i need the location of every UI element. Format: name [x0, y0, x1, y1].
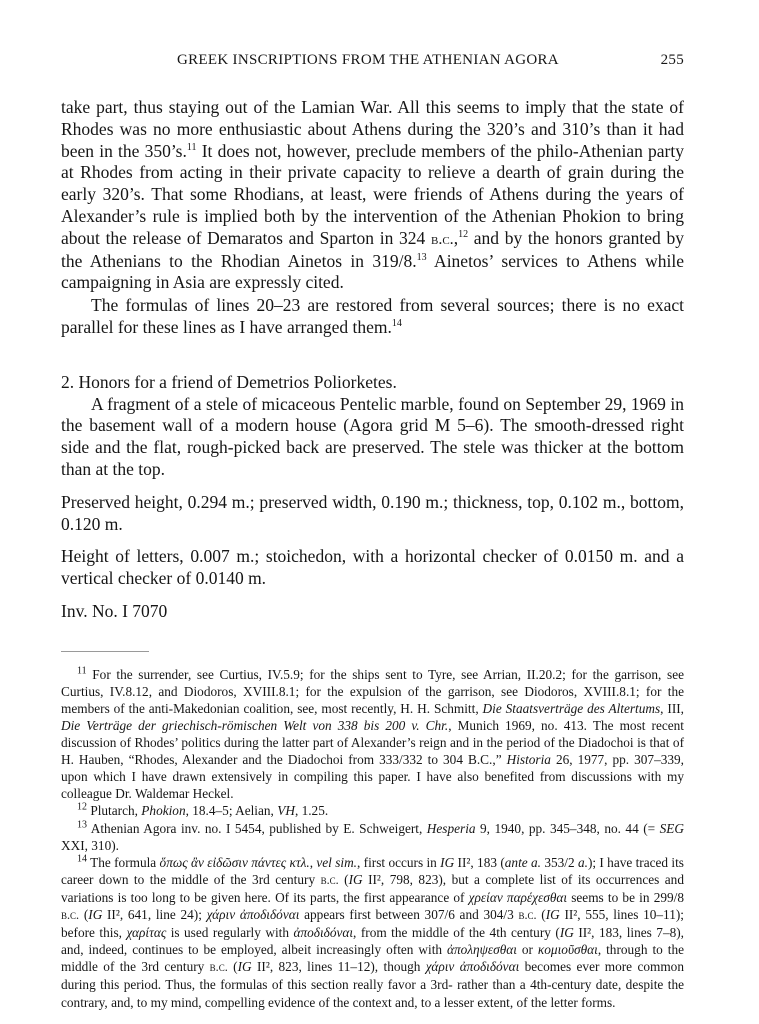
text-span: II², 641, line 24);: [102, 907, 207, 923]
footnote-12: [61, 802, 684, 819]
italic-term: IG: [559, 925, 574, 941]
italic-title: Phokion: [141, 803, 186, 819]
text-span: (: [227, 959, 238, 975]
footnote-number: 12: [77, 802, 87, 814]
greek-text: κομιοῦσθαι: [537, 942, 598, 958]
italic-title: VH: [277, 803, 295, 819]
text-span: 353/2: [540, 854, 578, 870]
era-abbrev: b.c.: [320, 872, 339, 887]
italic-title: Hesperia: [426, 820, 476, 836]
footnote-number: 11: [77, 665, 87, 677]
page-number: 255: [660, 52, 684, 68]
italic-term: IG: [440, 854, 455, 870]
page: [61, 52, 684, 1011]
text-span: or: [516, 942, 538, 958]
text-span: (: [79, 907, 89, 923]
text-span: , first occurs in: [357, 854, 441, 870]
text-span: 9, 1940, pp. 345–348, no. 44 (=: [475, 820, 660, 836]
greek-text: χάριν ἀποδιδόναι: [425, 959, 520, 975]
text-span: , Munich 1969, no. 413. The most recent discussion of Rhodes’ politics during the latter part of Alexander’s reign and in the period of the Diadochoi is that of H. Hauben, “Rhodes, Alexander and the Diadochoi from 333/332 to 304 B.C.,”: [61, 718, 684, 768]
text-span: II², 183, lines 7–8), and, indeed, continues to be employed, albeit increasingly often with: [61, 925, 684, 958]
text-span: , III,: [660, 700, 684, 716]
text-span: , 1.25.: [294, 803, 329, 819]
text-span: For the surrender, see Curtius, IV.5.9; for the ships sent to Tyre, see Arrian, II.20.2; for the garrison, see Curtius, IV.8.12, and Diodoros, XVIII.8.1; for the expulsion of the garrison, see Diodoros, XVIII.8.1; for the members of the anti-Makedonian coalition, see, most recently, H. H. Schmitt,: [61, 666, 684, 716]
italic-term: IG: [88, 907, 103, 923]
footnote-14: [61, 854, 684, 1011]
footnote-divider: [61, 651, 149, 652]
footnote-ref-12[interactable]: 12: [458, 228, 469, 240]
text-span: , through to the middle of the 3rd century: [61, 942, 684, 975]
italic-title: SEG: [659, 820, 684, 836]
text-span: Ainetos’ services to Athens while campaigning in Asia are expressly cited.: [61, 250, 684, 293]
running-title: GREEK INSCRIPTIONS FROM THE ATHENIAN AGORA: [177, 52, 559, 68]
greek-text: ὅπως ἂν εἰδῶσιν πάντες κτλ.: [159, 854, 310, 870]
text-span: (: [338, 871, 349, 887]
footnote-11: [61, 666, 684, 803]
greek-text: ἀποληψεσθαι: [447, 942, 517, 958]
greek-text: χαρίτας: [126, 925, 167, 941]
greek-text: χάριν ἀποδιδόναι: [206, 907, 300, 923]
footnote-ref-13[interactable]: 13: [416, 251, 427, 263]
text-span: ); I have traced its career down to the middle of the 3rd century: [61, 854, 684, 887]
text-span: take part, thus staying out of the Lamian War. All this seems to imply that the state of Rhodes was no more enthusiastic about Athens during the 320’s and 310’s than it had been in the 350’s.: [61, 97, 684, 161]
italic-term: IG: [348, 871, 363, 887]
italic-title: Die Verträge der griechisch-römischen Welt von 338 bis 200 v. Chr.: [61, 718, 449, 734]
text-span: ,: [453, 227, 459, 248]
text-span: , from the middle of the 4th century (: [353, 925, 560, 941]
text-span: It does not, however, preclude members of the philo-Athenian party at Rhodes from acting in their private capacity to relieve a dearth of grain during the early 320’s. That some Rhodians, at least, were friends of Athens during the years of Alexander’s rule is implied both by the intervention of the Athenian Phokion to bring about the release of Demaratos and Sparton in 324: [61, 140, 684, 248]
footnote-ref-11[interactable]: 11: [186, 141, 197, 153]
text-span: The formula: [87, 854, 160, 870]
era-abbrev: b.c.: [61, 908, 80, 923]
italic-term: IG: [545, 907, 560, 923]
text-span: 26, 1977, pp. 307–339, upon which I have drawn extensively in compiling this paper. I have also benefited from discussions with my colleague Dr. Waldemar Heckel.: [61, 752, 684, 802]
italic-term: ante a.: [504, 854, 541, 870]
footnotes: [61, 666, 684, 1011]
text-span: becomes ever more common during this period. Thus, the formulas of this section really favor a 3rd- rather than a 4th-century date, despite the contrary, and, to my mind, compelling evidence of the context and, to a lesser extent, of the letter forms.: [61, 959, 684, 1010]
text-span: II², 555, lines 10–11); before this,: [61, 907, 684, 941]
footnote-number: 14: [77, 853, 87, 865]
inventory-number: Inv. No. I 7070: [61, 600, 168, 621]
text-span: (: [536, 907, 546, 923]
footnote-13: [61, 820, 684, 854]
running-head: [61, 52, 684, 76]
paragraph-rhodes-politics: [61, 97, 684, 294]
era-abbrev: b.c.: [209, 960, 228, 975]
footnote-number: 13: [77, 819, 87, 831]
dimensions: Preserved height, 0.294 m.; preserved width, 0.190 m.; thickness, top, 0.102 m., bottom, 0.120 m.: [61, 491, 684, 534]
paragraph-description: A fragment of a stele of micaceous Pentelic marble, found on September 29, 1969 in the basement wall of a modern house (Agora grid M 5–6). The smooth-dressed right side and the flat, rough-picked back are preserved. The stele was thicker at the bottom than at the top.: [61, 393, 684, 479]
text-span: seems to be in 299/8: [567, 889, 684, 905]
section-heading: 2. Honors for a friend of Demetrios Poliorketes.: [61, 371, 397, 392]
text-span: appears first between 307/6 and 304/3: [299, 907, 519, 923]
era-abbrev: b.c.: [430, 230, 454, 248]
text-span: , 18.4–5; Aelian,: [185, 803, 278, 819]
italic-title: Historia: [506, 752, 551, 768]
text-span: The formulas of lines 20–23 are restored from several sources; there is no exact parallel for these lines as I have arranged them.: [61, 295, 684, 337]
text-span: and by the honors granted by the Athenians to the Rhodian Ainetos in 319/8.: [61, 227, 684, 271]
text-span: II², 798, 823), but a complete list of its occurrences and variations is too long to be given here. Of its parts, the first appearance of: [61, 871, 684, 905]
greek-text: χρείαν παρέχεσθαι: [468, 889, 568, 905]
letter-height: Height of letters, 0.007 m.; stoichedon, with a horizontal checker of 0.0150 m. and a vertical checker of 0.0140 m.: [61, 546, 684, 589]
text-span: II², 183 (: [454, 854, 505, 870]
paragraph-formulas: [61, 295, 684, 339]
italic-term: a.: [577, 854, 588, 870]
text-span: is used regularly with: [166, 925, 294, 941]
italic-term: vel sim.: [316, 854, 358, 870]
era-abbrev: b.c.: [518, 908, 537, 923]
text-span: Plutarch,: [87, 803, 142, 819]
text-span: XXI, 310).: [61, 837, 119, 853]
footnote-ref-14[interactable]: 14: [391, 318, 402, 330]
greek-text: ἀποδιδόναι: [293, 925, 354, 941]
text-span: II², 823, lines 11–12), though: [251, 959, 426, 975]
text-span: Athenian Agora inv. no. I 5454, published by E. Schweigert,: [87, 820, 427, 836]
text-span: ,: [309, 854, 317, 870]
italic-term: IG: [237, 959, 252, 975]
italic-title: Die Staatsverträge des Altertums: [482, 700, 661, 716]
